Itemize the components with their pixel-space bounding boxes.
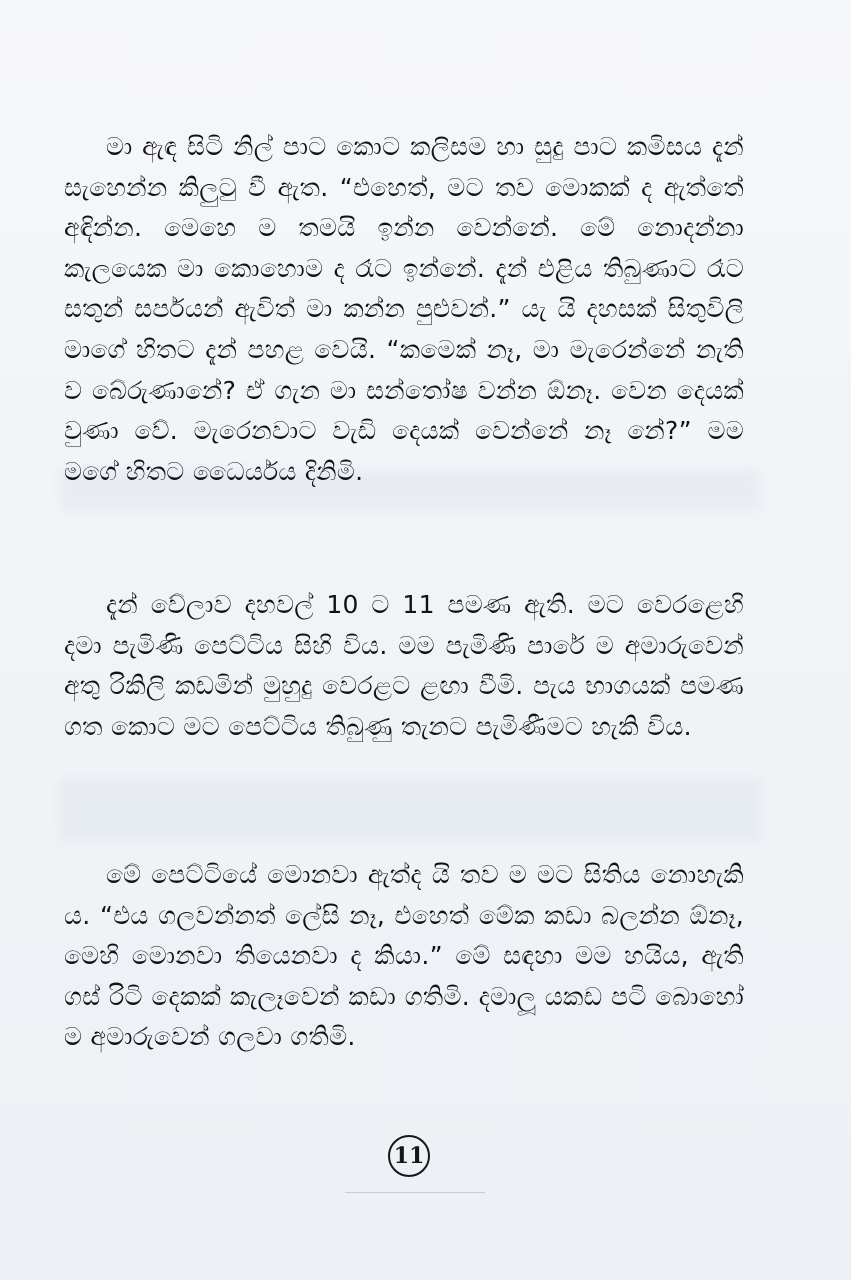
page-number-text: 11 <box>393 1143 425 1169</box>
paragraph-2: දැන් වේලාව දහවල් 10 ට 11 පමණ ඇති. මට වෙරළෙහි දමා පැමිණි පෙට්ටිය සිහි විය. මම පැමිණි පාරේ ම අමාරුවෙන් අතු රිකිලි කඩමින් මුහුදු වෙරළට ළඟා වීමි. පැය භාගයක් පමණ ගත කොට මට පෙට්ටිය තිබුණු තැනට පැමිණීමට හැකි විය. <box>64 590 744 741</box>
footer-rule <box>345 1192 485 1193</box>
page-number <box>388 1135 430 1177</box>
paragraph-1: මා ඇඳ සිටි නිල් පාට කොට කලිසම හා සුදු පාට කමිසය දැන් සැහෙන්න කිලුටු වී ඇත. “එහෙත්, මට තව මොකක් ද ඇත්තේ අඳින්න. මෙහෙ ම තමයි ඉන්න වෙන්නේ. මේ නොදන්නා කැලයෙක මා කොහොම ද රෑට ඉන්නේ. දැන් එළිය තිබුණාට රෑට සතුන් සර්පයන් ඇවිත් මා කන්න පුළුවන්.” යැ යි දහසක් සිතුවිලි මාගේ හිතට දැන් පහළ වෙයි. “කමෙක් නෑ, මා මැරෙන්නේ නැති ව බේරුණානේ? ඒ ගැන මා සන්තෝෂ වන්න ඕනෑ. වෙන දෙයක් වුණා වේ. මැරෙනවාට වැඩි දෙයක් වෙන්නේ නෑ නේ?” මම මගේ හිතට ධෛර්යය දිනිමි. <box>64 132 744 486</box>
bleed-through-shadow <box>60 780 760 840</box>
paragraph-3: මේ පෙට්ටියේ මොනවා ඇත්ද යි තව ම මට සිතිය නොහැකි ය. “එය ගලවන්නත් ලේසි නෑ, එහෙත් මේක කඩා බලන්න ඕනෑ, මෙහි මොනවා තියෙනවා ද කියා.” මේ සඳහා මම හයිය, ඇති ගස් රිටි දෙකක් කැලෑවෙන් කඩා ගතිමි. දමාලූ යකඩ පටි බොහෝ ම අමාරුවෙන් ගලවා ගතිමි. <box>64 860 744 1052</box>
